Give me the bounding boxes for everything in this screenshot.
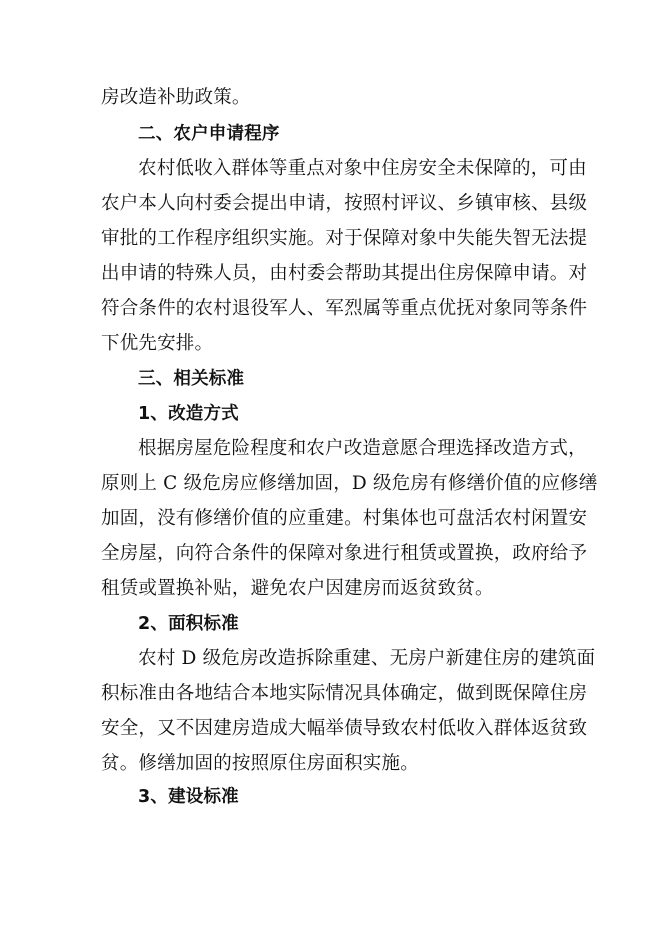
- subsection-heading-construction-standard: 3、建设标准: [138, 787, 239, 807]
- paragraph-line: 根据房屋危险程度和农户改造意愿合理选择改造方式，: [138, 438, 587, 459]
- paragraph-line: 安全，又不因建房造成大幅举债导致农村低收入群体返贫致: [101, 718, 588, 739]
- paragraph-line: 农村 D 级危房改造拆除重建、无房户新建住房的建筑面: [138, 648, 596, 669]
- paragraph-line: 积标准由各地结合本地实际情况具体确定，做到既保障住房: [101, 683, 588, 704]
- paragraph-line: 农村低收入群体等重点对象中住房安全未保障的，可由: [138, 158, 587, 179]
- paragraph-line: 符合条件的农村退役军人、军烈属等重点优抚对象同等条件: [101, 298, 588, 319]
- paragraph-line: 审批的工作程序组织实施。对于保障对象中失能失智无法提: [101, 228, 588, 249]
- paragraph-line: 出申请的特殊人员，由村委会帮助其提出住房保障申请。对: [101, 263, 588, 284]
- paragraph-line: 全房屋，向符合条件的保障对象进行租赁或置换，政府给予: [101, 543, 588, 564]
- paragraph-line: 租赁或置换补贴，避免农户因建房而返贫致贫。: [101, 578, 494, 599]
- section-heading-application-procedure: 二、农户申请程序: [138, 124, 280, 144]
- section-heading-standards: 三、相关标准: [138, 369, 245, 389]
- paragraph-line: 下优先安排。: [101, 333, 214, 354]
- paragraph-line: 加固，没有修缮价值的应重建。村集体也可盘活农村闲置安: [101, 508, 588, 529]
- subsection-heading-area-standard: 2、面积标准: [138, 614, 239, 634]
- paragraph-line: 房改造补助政策。: [101, 87, 251, 108]
- subsection-heading-renovation-method: 1、改造方式: [138, 404, 239, 424]
- paragraph-line: 原则上 C 级危房应修缮加固，D 级危房有修缮价值的应修缮: [101, 473, 598, 494]
- paragraph-line: 农户本人向村委会提出申请，按照村评议、乡镇审核、县级: [101, 193, 588, 214]
- paragraph-line: 贫。修缮加固的按照原住房面积实施。: [101, 753, 419, 774]
